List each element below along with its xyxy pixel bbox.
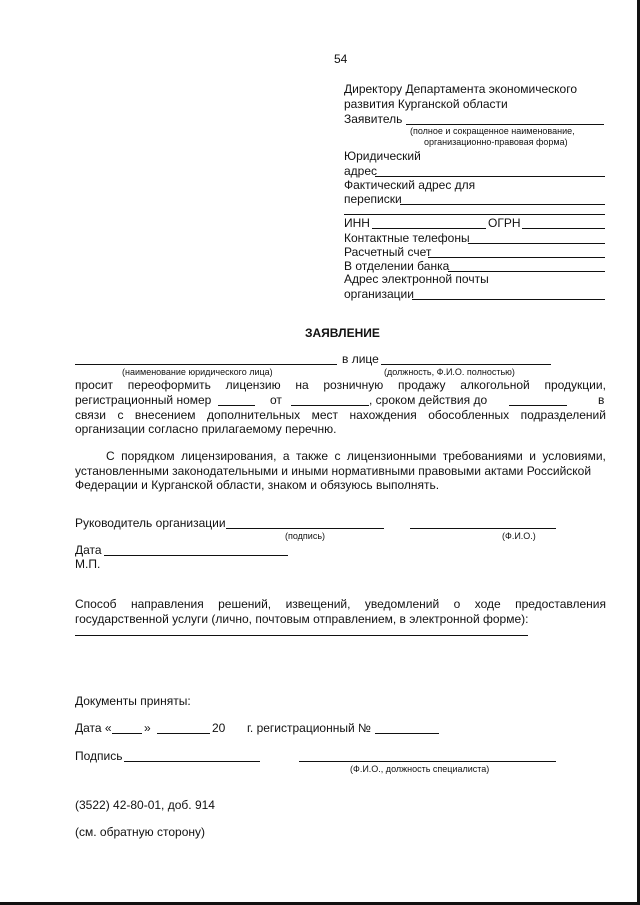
- word: лицензирования,: [181, 449, 277, 463]
- word: на: [295, 378, 309, 392]
- word: ходе: [474, 597, 501, 611]
- legal-address-line[interactable]: [375, 176, 605, 177]
- word: извещений,: [285, 597, 351, 611]
- reg-number-line[interactable]: [218, 405, 255, 406]
- word: также: [296, 449, 329, 463]
- paragraph-1-line-3: [75, 408, 606, 422]
- account-label: Расчетный счет: [344, 245, 432, 259]
- word: подразделений: [520, 408, 606, 422]
- reg-number-text: г. регистрационный №: [247, 721, 371, 735]
- applicant-hint-2: организационно-правовая форма): [424, 137, 568, 147]
- valid-until-label: , сроком действия до: [369, 393, 488, 407]
- paragraph-1-line-1: [75, 378, 606, 392]
- word: условиями,: [542, 449, 606, 463]
- specialist-line[interactable]: [299, 761, 556, 762]
- fio-hint: (Ф.И.О.): [502, 531, 536, 541]
- email-label-2: организации: [344, 287, 414, 301]
- word: лицензию: [225, 378, 281, 392]
- see-back-note: (см. обратную сторону): [75, 825, 206, 839]
- head-label: Руководитель организации: [75, 516, 226, 530]
- date-label: Дата: [75, 543, 102, 557]
- bank-label: В отделении банка: [344, 259, 450, 273]
- word: дополнительных: [207, 408, 301, 422]
- accepted-month-line[interactable]: [157, 733, 210, 734]
- word: продажу: [398, 378, 446, 392]
- stamp-label: М.П.: [75, 557, 101, 571]
- word: связи: [75, 408, 106, 422]
- word: предоставления: [515, 597, 606, 611]
- accepted-signature-line[interactable]: [124, 761, 260, 762]
- phones-line[interactable]: [468, 243, 605, 244]
- delivery-answer-line[interactable]: [75, 635, 528, 636]
- extra-line[interactable]: [344, 214, 605, 215]
- from-date-line[interactable]: [291, 405, 369, 406]
- accepted-label: Документы приняты:: [75, 694, 191, 708]
- word: розничную: [323, 378, 384, 392]
- email-line[interactable]: [412, 299, 605, 300]
- word: с: [117, 408, 124, 422]
- legal-address-label-2: адрес: [344, 164, 378, 178]
- word: лицензионными: [346, 449, 437, 463]
- accepted-year: 20: [212, 721, 226, 735]
- applicant-hint-1: (полное и сокращенное наименование,: [410, 126, 575, 136]
- legal-address-label-1: Юридический: [344, 149, 421, 163]
- actual-address-label-1: Фактический адрес для: [344, 178, 476, 192]
- accepted-date-prefix: Дата «: [75, 721, 112, 735]
- in-word: в: [598, 393, 605, 407]
- accepted-reg-line[interactable]: [375, 733, 439, 734]
- email-label-1: Адрес электронной почты: [344, 272, 489, 286]
- word: переоформить: [127, 378, 211, 392]
- accepted-date-close: »: [144, 721, 151, 735]
- word: о: [453, 597, 461, 611]
- inn-line[interactable]: [372, 228, 486, 229]
- applicant-label: Заявитель: [344, 112, 403, 126]
- in-person-label: в лице: [342, 352, 379, 366]
- actual-address-label-2: переписки: [344, 192, 402, 206]
- contact-phone: (3522) 42-80-01, доб. 914: [75, 798, 215, 812]
- actual-address-line[interactable]: [400, 204, 605, 205]
- paragraph-2-line-1: [106, 449, 606, 463]
- inn-label: ИНН: [344, 216, 370, 230]
- recipient-line-1: Директору Департамента экономического: [344, 82, 578, 96]
- word: внесением: [134, 408, 196, 422]
- paragraph-2-line-3: Федерации и Курганской области, знаком и обязуюсь выполнять.: [75, 478, 440, 492]
- paragraph-2-line-2: установленными законодательными и иными нормативными правовыми актами Российской: [75, 464, 592, 478]
- head-signature-line[interactable]: [226, 528, 384, 529]
- account-line[interactable]: [428, 257, 605, 258]
- legal-entity-hint: (наименование юридического лица): [122, 367, 273, 377]
- word: нахождения: [349, 408, 417, 422]
- word: с: [334, 449, 341, 463]
- word: просит: [75, 378, 114, 392]
- recipient-line-2: развития Курганской области: [344, 97, 508, 111]
- word: порядком: [121, 449, 175, 463]
- word: продукции,: [544, 378, 606, 392]
- applicant-line[interactable]: [406, 124, 604, 125]
- accepted-signature-label: Подпись: [75, 749, 123, 763]
- word: направления: [130, 597, 204, 611]
- specialist-hint: (Ф.И.О., должность специалиста): [350, 764, 490, 774]
- legal-entity-line[interactable]: [75, 364, 337, 365]
- position-hint: (должность, Ф.И.О. полностью): [384, 367, 515, 377]
- signature-hint: (подпись): [285, 531, 326, 541]
- page-number: 54: [334, 52, 348, 66]
- word: уведомлений: [364, 597, 440, 611]
- document-title: ЗАЯВЛЕНИЕ: [305, 326, 380, 340]
- word: и: [529, 449, 536, 463]
- delivery-line-1: [75, 597, 606, 611]
- word: Способ: [75, 597, 117, 611]
- word: мест: [311, 408, 338, 422]
- word: С: [106, 449, 115, 463]
- from-label: от: [270, 393, 282, 407]
- head-fio-line[interactable]: [410, 528, 556, 529]
- word: алкогольной: [460, 378, 530, 392]
- word: требованиями: [442, 449, 523, 463]
- accepted-day-line[interactable]: [112, 733, 142, 734]
- position-line[interactable]: [381, 364, 551, 365]
- word: обособленных: [428, 408, 510, 422]
- phones-label: Контактные телефоны: [344, 231, 470, 245]
- paragraph-1-line-4: организации согласно прилагаемому перечню.: [75, 422, 337, 436]
- date-line[interactable]: [104, 555, 288, 556]
- valid-until-line[interactable]: [509, 405, 567, 406]
- reg-number-label: регистрационный номер: [75, 393, 212, 407]
- word: решений,: [218, 597, 272, 611]
- ogrn-label: ОГРН: [488, 216, 521, 230]
- ogrn-line[interactable]: [522, 228, 605, 229]
- word: а: [282, 449, 290, 463]
- delivery-line-2: государственной услуги (лично, почтовым отправлением, в электронной форме):: [75, 612, 529, 626]
